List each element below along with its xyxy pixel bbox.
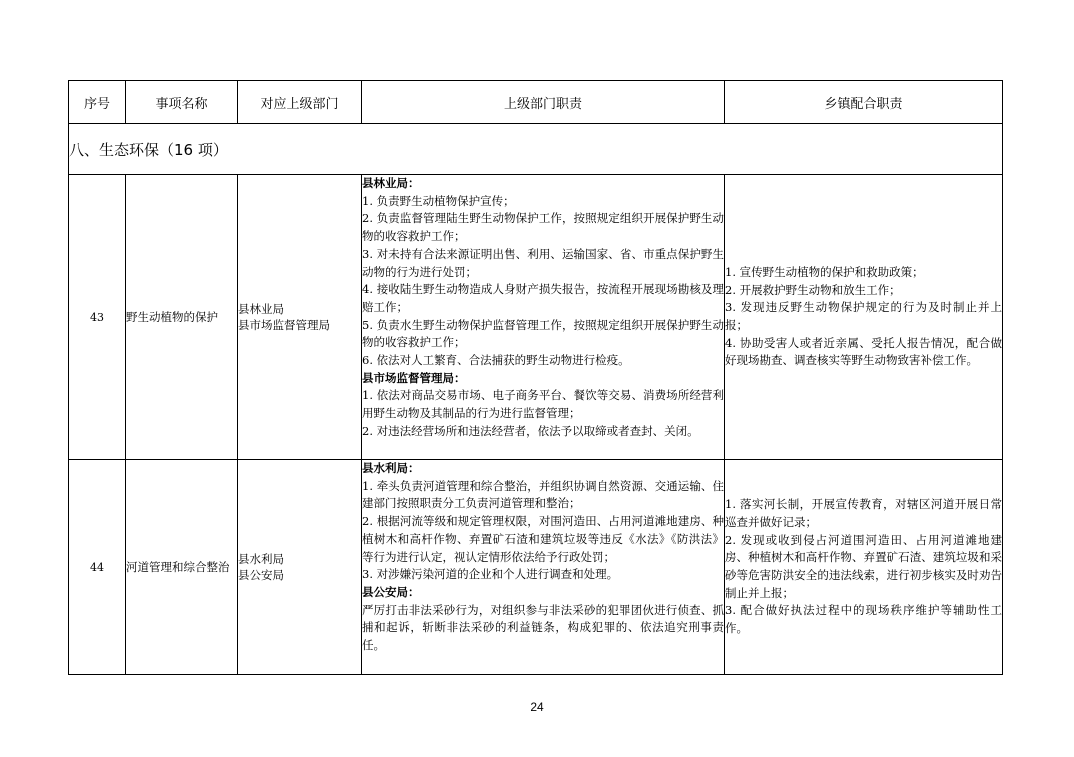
dept-name: 县水利局 xyxy=(238,552,284,566)
duty-heading: 县水利局： xyxy=(362,461,420,475)
town-duty-cell xyxy=(725,175,1003,460)
duty-item: 2. 对违法经营场所和违法经营者，依法予以取缔或者查封、关闭。 xyxy=(362,423,699,438)
dept-duty-cell xyxy=(362,460,725,675)
duty-item: 1. 负责野生动植物保护宣传； xyxy=(362,193,515,208)
dept-cell xyxy=(238,175,362,460)
town-duty-item: 3. 配合做好执法过程中的现场秩序维护等辅助性工作。 xyxy=(725,603,1002,636)
town-duty-item: 4. 协助受害人或者近亲属、受托人报告情况，配合做好现场勘查、调查核实等野生动物致害补偿工作。 xyxy=(725,335,1002,368)
header-row xyxy=(69,81,1003,124)
town-duty-cell xyxy=(725,460,1003,675)
town-duty-item: 1. 宣传野生动植物的保护和救助政策； xyxy=(725,264,924,279)
header-no: 序号 xyxy=(69,81,126,124)
dept-name: 县市场监督管理局 xyxy=(238,318,330,332)
duty-heading: 县公安局： xyxy=(362,584,420,599)
table-row xyxy=(69,175,1003,460)
duty-item: 6. 依法对人工繁育、合法捕获的野生动物进行检疫。 xyxy=(362,353,630,368)
duty-item: 2. 负责监督管理陆生野生动物保护工作，按照规定组织开展保护野生动物的收容救护工作； xyxy=(362,211,724,244)
duty-item: 1. 依法对商品交易市场、电子商务平台、餐饮等交易、消费场所经营利用野生动物及其制品的行为进行监督管理； xyxy=(362,388,724,421)
duty-item: 5. 负责水生野生动物保护监督管理工作，按照规定组织开展保护野生动物的收容救护工作； xyxy=(362,317,724,350)
town-duty-item: 3. 发现违反野生动物保护规定的行为及时制止并上报； xyxy=(725,300,1002,332)
duty-item: 严厉打击非法采砂行为，对组织参与非法采砂的犯罪团伙进行侦查、抓捕和起诉，斩断非法采砂的利益链条，构成犯罪的、依法追究刑事责任。 xyxy=(362,602,724,653)
table-row xyxy=(69,460,1003,675)
header-dept-duty: 上级部门职责 xyxy=(362,81,725,124)
item-name: 野生动植物的保护 xyxy=(126,175,238,460)
dept-name: 县公安局 xyxy=(238,568,284,582)
page-number: 24 xyxy=(530,700,544,714)
item-name: 河道管理和综合整治 xyxy=(126,460,238,675)
header-town-duty: 乡镇配合职责 xyxy=(725,81,1003,124)
duty-heading: 县林业局： xyxy=(362,176,420,190)
dept-name: 县林业局 xyxy=(238,302,284,316)
duty-item: 4. 接收陆生野生动物造成人身财产损失报告，按流程开展现场勘核及理赔工作； xyxy=(362,282,724,314)
section-row xyxy=(69,124,1003,175)
town-duty-item: 2. 发现或收到侵占河道围河造田、占用河道滩地建房、种植树木和高杆作物、弃置矿石渣、建筑垃圾和采砂等危害防洪安全的违法线索，进行初步核实及时劝告制止并上报； xyxy=(725,532,1002,600)
row-number: 44 xyxy=(69,460,126,675)
duty-item: 3. 对未持有合法来源证明出售、利用、运输国家、省、市重点保护野生动物的行为进行处罚； xyxy=(362,246,724,279)
row-number: 43 xyxy=(69,175,126,460)
duty-item: 2. 根据河流等级和规定管理权限，对围河造田、占用河道滩地建房、种植树木和高杆作物、弃置矿石渣和建筑垃圾等违反《水法》《防洪法》等行为进行认定，视认定情形依法给予行政处罚； xyxy=(362,514,724,564)
header-dept: 对应上级部门 xyxy=(238,81,362,124)
town-duty-item: 2. 开展救护野生动物和放生工作； xyxy=(725,282,901,297)
duty-item: 3. 对涉嫌污染河道的企业和个人进行调查和处理。 xyxy=(362,567,619,582)
dept-cell xyxy=(238,460,362,675)
responsibility-table xyxy=(68,80,1003,675)
town-duty-item: 1. 落实河长制，开展宣传教育，对辖区河道开展日常巡查并做好记录； xyxy=(725,497,1002,529)
dept-duty-cell xyxy=(362,175,725,460)
duty-heading: 县市场监督管理局： xyxy=(362,370,466,385)
section-title: 八、生态环保（16 项） xyxy=(69,124,1003,175)
duty-item: 1. 牵头负责河道管理和综合整治，并组织协调自然资源、交通运输、住建部门按照职责分工负责河道管理和整治； xyxy=(362,478,724,511)
header-item-name: 事项名称 xyxy=(126,81,238,124)
